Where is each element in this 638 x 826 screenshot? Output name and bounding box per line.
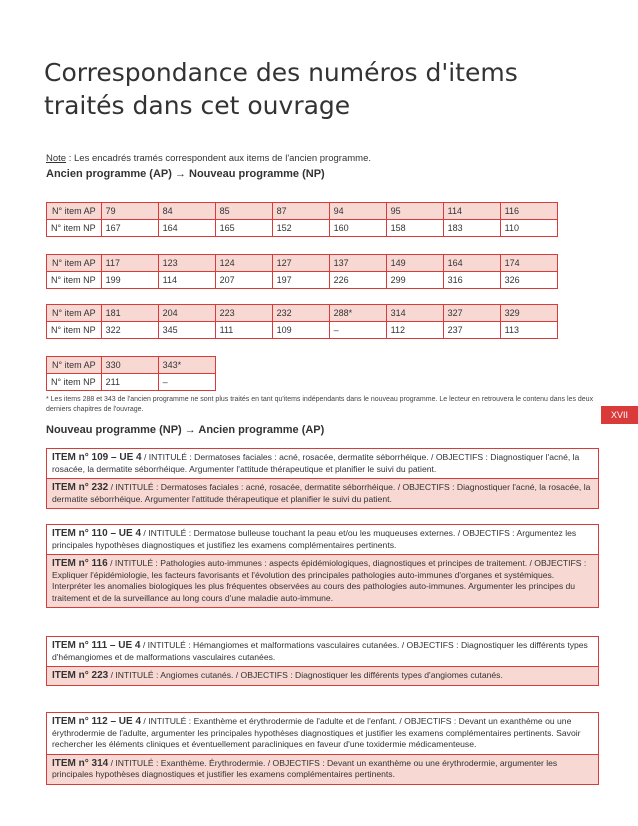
- page-title: Correspondance des numéros d'items traités dans cet ouvrage: [44, 58, 518, 120]
- note: [46, 153, 371, 164]
- row-np: [47, 220, 558, 237]
- item-number-ap: 127: [272, 255, 329, 272]
- item-number-np: 109: [272, 322, 329, 339]
- row-label-ap: N° item AP: [47, 203, 102, 220]
- old-program-item: [47, 754, 598, 784]
- item-code: ITEM n° 112 – UE 4: [52, 716, 142, 727]
- item-number-np: 160: [329, 220, 386, 237]
- item-number-ap: 95: [386, 203, 443, 220]
- item-group-4: [46, 712, 599, 785]
- item-number-np: 326: [500, 272, 557, 289]
- item-number-np: 237: [443, 322, 500, 339]
- item-number-np: 158: [386, 220, 443, 237]
- item-number-np: –: [329, 322, 386, 339]
- new-program-item: [47, 525, 598, 554]
- row-np: [47, 272, 558, 289]
- new-program-item: [47, 713, 598, 754]
- mapping-table-4: [46, 356, 216, 391]
- item-number-np: 112: [386, 322, 443, 339]
- row-label-ap: N° item AP: [47, 357, 102, 374]
- item-number-ap: 223: [215, 305, 272, 322]
- row-ap: [47, 305, 558, 322]
- heading-ap-to-np: Ancien programme (AP) → Nouveau programme (NP): [46, 168, 325, 180]
- new-program-item: [47, 449, 598, 478]
- item-number-ap: 123: [158, 255, 215, 272]
- item-number-np: –: [158, 374, 215, 391]
- item-number-ap: 117: [101, 255, 158, 272]
- item-number-ap: 85: [215, 203, 272, 220]
- item-number-ap: 87: [272, 203, 329, 220]
- item-number-np: 199: [101, 272, 158, 289]
- item-code: ITEM n° 116: [52, 558, 108, 569]
- item-number-ap: 84: [158, 203, 215, 220]
- item-description: / INTITULÉ : Exanthème et érythrodermie de l'adulte et de l'enfant. / OBJECTIFS : Devant un exanthème ou une érythrodermie de l'adulte, argumenter les principales hypothèses diagnostiques et justifier les examens complémentaires pertinents. Savoir rechercher les éléments cliniques et éventuellement paracliniques en faveur d'une toxidermie médicamenteuse.: [52, 716, 581, 749]
- row-ap: [47, 203, 558, 220]
- new-program-item: [47, 637, 598, 666]
- item-description: / INTITULÉ : Angiomes cutanés. / OBJECTIFS : Diagnostiquer les différents types d'angiomes cutanés.: [108, 670, 503, 680]
- item-number-ap: 330: [101, 357, 158, 374]
- item-number-np: 197: [272, 272, 329, 289]
- note-text: : Les encadrés tramés correspondent aux items de l'ancien programme.: [66, 153, 371, 164]
- item-number-ap: 116: [500, 203, 557, 220]
- item-code: ITEM n° 111 – UE 4: [52, 640, 141, 651]
- row-label-np: N° item NP: [47, 322, 102, 339]
- mapping-table-3: [46, 304, 558, 339]
- item-number-np: 111: [215, 322, 272, 339]
- item-number-np: 167: [101, 220, 158, 237]
- row-np: [47, 322, 558, 339]
- item-group-2: [46, 524, 599, 608]
- item-number-ap: 94: [329, 203, 386, 220]
- item-number-np: 164: [158, 220, 215, 237]
- item-group-3: [46, 636, 599, 686]
- item-number-ap: 288*: [329, 305, 386, 322]
- item-number-np: 345: [158, 322, 215, 339]
- item-description: / INTITULÉ : Dermatoses faciales : acné, rosacée, dermatite séborrhéique. / OBJECTIFS : Diagnostiquer l'acné, la rosacée, la dermatite séborrhéique. Argumenter l'attitude thérapeutique et planifier le suivi du patient.: [52, 452, 580, 474]
- row-label-ap: N° item AP: [47, 255, 102, 272]
- page-number-tab: XVII: [601, 406, 638, 424]
- item-number-np: 211: [101, 374, 158, 391]
- item-code: ITEM n° 109 – UE 4: [52, 452, 142, 463]
- item-number-np: 152: [272, 220, 329, 237]
- row-label-ap: N° item AP: [47, 305, 102, 322]
- item-number-np: 299: [386, 272, 443, 289]
- item-number-ap: 314: [386, 305, 443, 322]
- item-description: / INTITULÉ : Exanthème. Érythrodermie. / OBJECTIFS : Devant un exanthème ou une érythrodermie, argumenter les principales hypothèses diagnostiques et justifier les examens complémentaires pertinents.: [52, 757, 558, 779]
- item-number-np: 183: [443, 220, 500, 237]
- item-code: ITEM n° 223: [52, 670, 109, 681]
- item-number-np: 322: [101, 322, 158, 339]
- row-label-np: N° item NP: [47, 220, 102, 237]
- row-ap: [47, 357, 216, 374]
- old-program-item: [47, 554, 598, 607]
- item-number-ap: 204: [158, 305, 215, 322]
- row-ap: [47, 255, 558, 272]
- item-number-ap: 137: [329, 255, 386, 272]
- item-number-np: 110: [500, 220, 557, 237]
- item-code: ITEM n° 110 – UE 4: [52, 528, 142, 539]
- item-number-ap: 327: [443, 305, 500, 322]
- heading-np-to-ap: Nouveau programme (NP) → Ancien programme (AP): [46, 424, 325, 436]
- item-number-np: 316: [443, 272, 500, 289]
- item-number-ap: 181: [101, 305, 158, 322]
- item-number-ap: 114: [443, 203, 500, 220]
- item-code: ITEM n° 314: [52, 757, 109, 769]
- mapping-table-1: [46, 202, 558, 237]
- row-label-np: N° item NP: [47, 374, 102, 391]
- item-group-1: [46, 448, 599, 509]
- item-description: / INTITULÉ : Pathologies auto-immunes : aspects épidémiologiques, diagnostiques et principes de traitement. / OBJECTIFS : Expliquer l'épidémiologie, les facteurs favorisants et l'évolution des principales pathologies auto-immunes d'organes et systémiques. Interpréter les anomalies biologiques les plus fréquentes observées au cours des pathologies auto-immunes. Argumenter les principes du traitement et de la surveillance au long cours d'une maladie auto-immune.: [52, 558, 587, 603]
- footnote: * Les items 288 et 343 de l'ancien programme ne sont plus traités en tant qu'items indépendants dans le nouveau programme. Le lecteur en retrouvera le contenu dans les deux derniers chapitres de l'ouvrage.: [46, 396, 594, 413]
- row-label-np: N° item NP: [47, 272, 102, 289]
- item-number-ap: 149: [386, 255, 443, 272]
- row-np: [47, 374, 216, 391]
- item-number-ap: 174: [500, 255, 557, 272]
- item-number-np: 226: [329, 272, 386, 289]
- item-number-np: 113: [500, 322, 557, 339]
- item-code: ITEM n° 232: [52, 482, 109, 493]
- item-number-ap: 232: [272, 305, 329, 322]
- item-number-np: 207: [215, 272, 272, 289]
- item-number-np: 114: [158, 272, 215, 289]
- item-number-ap: 79: [101, 203, 158, 220]
- old-program-item: [47, 478, 598, 508]
- item-number-ap: 343*: [158, 357, 215, 374]
- note-label: Note: [46, 153, 67, 164]
- item-description: / INTITULÉ : Dermatoses faciales : acné, rosacée, dermatite séborrhéique. / OBJECTIFS : Diagnostiquer l'acné, la rosacée, la dermatite séborrhéique. Argumenter l'attitude thérapeutique et planifier le suivi du patient.: [52, 482, 591, 504]
- item-number-ap: 329: [500, 305, 557, 322]
- item-description: / INTITULÉ : Hémangiomes et malformations vasculaires cutanées. / OBJECTIFS : Diagnostiquer les différents types d'hémangiomes et de malformations vasculaires cutanées.: [52, 640, 588, 662]
- item-number-ap: 124: [215, 255, 272, 272]
- item-number-np: 165: [215, 220, 272, 237]
- old-program-item: [47, 666, 598, 685]
- item-description: / INTITULÉ : Dermatose bulleuse touchant la peau et/ou les muqueuses externes. / OBJECTIFS : Argumentez les principales hypothèses diagnostiques et justifiez les examens complémentaires pertinents.: [52, 528, 577, 550]
- item-number-ap: 164: [443, 255, 500, 272]
- mapping-table-2: [46, 254, 558, 289]
